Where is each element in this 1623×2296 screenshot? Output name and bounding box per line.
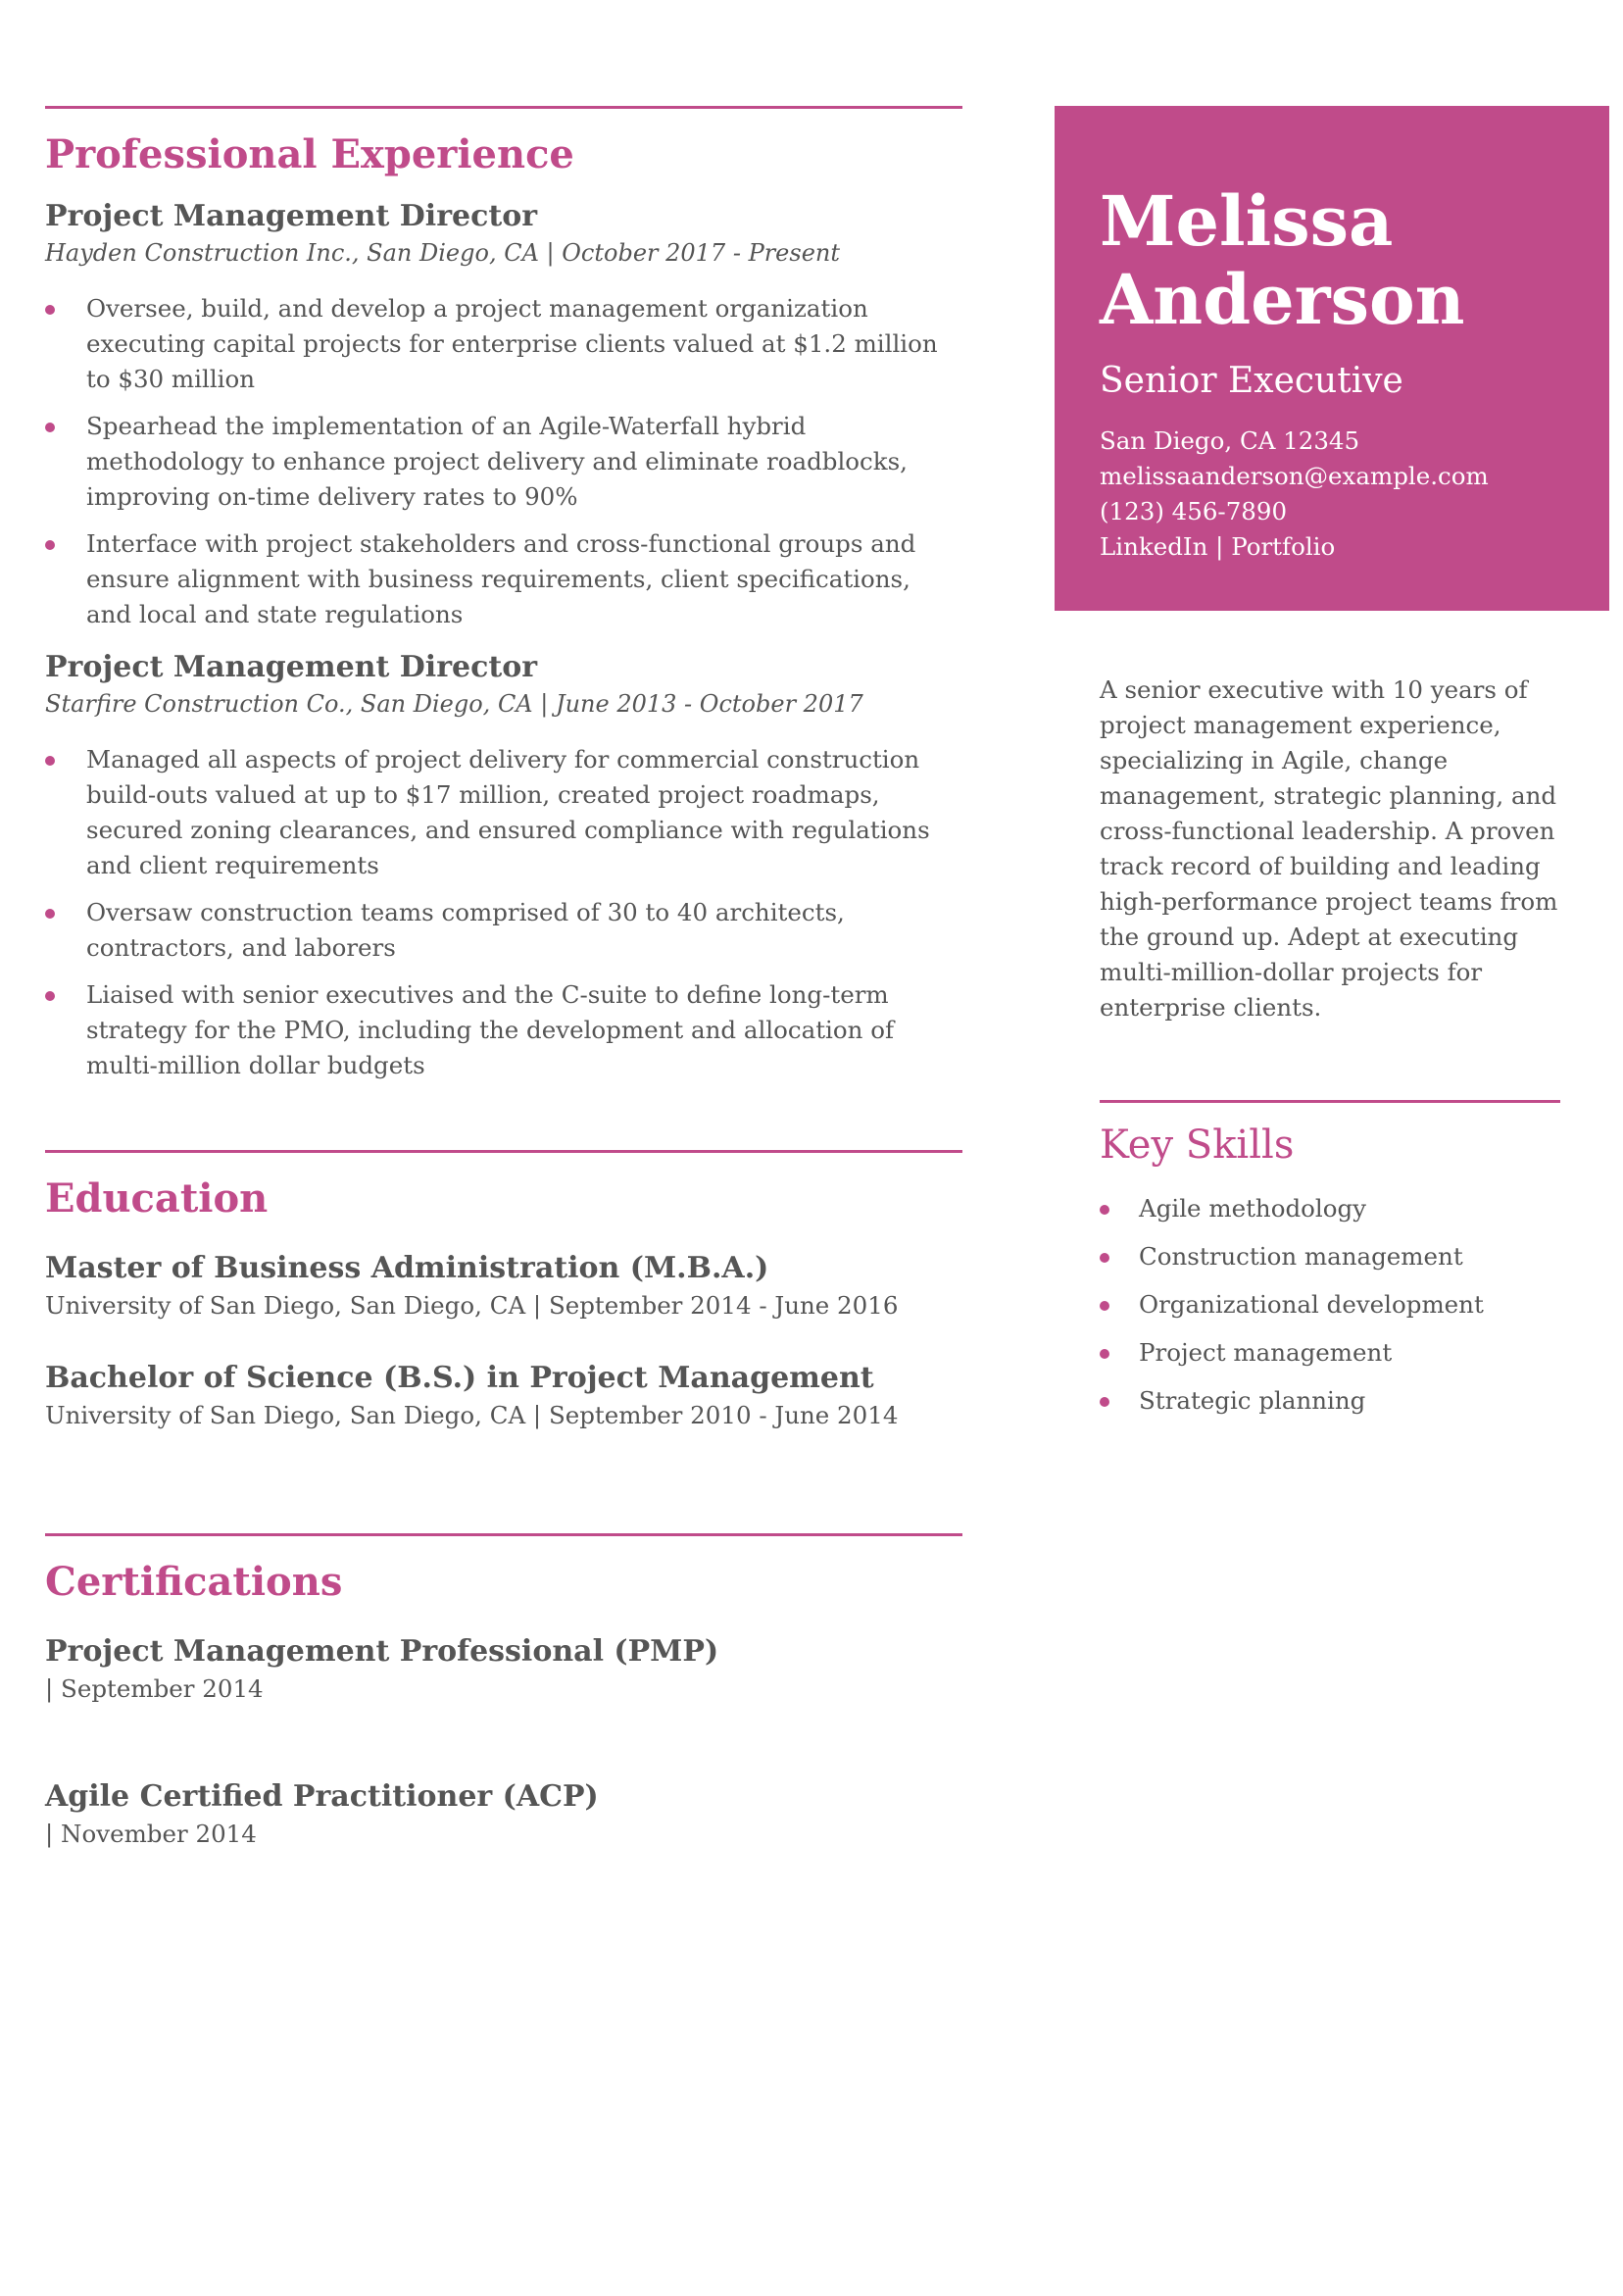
skill-item	[1100, 1239, 1560, 1274]
bullet-dot-icon	[1100, 1301, 1109, 1311]
skills-section	[1100, 1100, 1560, 1431]
skill-item	[1100, 1191, 1560, 1226]
section-divider	[45, 106, 962, 109]
education-heading: Education	[45, 1175, 269, 1222]
contact-location: San Diego, CA 12345	[1100, 426, 1360, 455]
bullet-dot-icon	[45, 540, 55, 550]
job-title: Project Management Director	[45, 199, 538, 233]
bullet-dot-icon	[45, 991, 55, 1001]
bullet-dot-icon	[45, 909, 55, 919]
job-entry	[45, 197, 962, 632]
candidate-role: Senior Executive	[1100, 361, 1403, 401]
certification-name: Project Management Professional (PMP)	[45, 1634, 719, 1669]
skills-list	[1100, 1191, 1560, 1419]
degree-meta: University of San Diego, San Diego, CA | September 2014 - June 2016	[45, 1291, 899, 1320]
contact-links[interactable]: LinkedIn | Portfolio	[1100, 532, 1336, 561]
section-divider	[45, 1533, 962, 1536]
skill-text: Construction management	[1139, 1242, 1463, 1271]
education-section	[45, 1150, 962, 1433]
bullet-item	[45, 895, 962, 966]
bullet-item	[45, 742, 962, 883]
skills-heading: Key Skills	[1100, 1123, 1295, 1168]
skill-item	[1100, 1335, 1560, 1371]
contact-email[interactable]: melissaanderson@example.com	[1100, 462, 1489, 490]
header-content	[1100, 182, 1590, 565]
skill-item	[1100, 1383, 1560, 1419]
bullet-text: Oversaw construction teams comprised of 30 to 40 architects, contractors, and laborers	[86, 898, 845, 962]
bullet-dot-icon	[1100, 1349, 1109, 1359]
experience-heading: Professional Experience	[45, 131, 574, 177]
degree-title: Master of Business Administration (M.B.A.)	[45, 1251, 769, 1285]
bullet-text: Liaised with senior executives and the C-suite to define long-term strategy for the PMO, including the development and allocation of multi-million dollar budgets	[86, 980, 895, 1079]
job-entry	[45, 648, 962, 1083]
skill-text: Organizational development	[1139, 1290, 1484, 1319]
name-last: Anderson	[1100, 259, 1465, 340]
skill-text: Strategic planning	[1139, 1386, 1366, 1415]
summary: A senior executive with 10 years of project management experience, specializing in Agile, change management, strategic planning, and cross-functional leadership. A proven track record of building and leading high-performance project teams from the ground up. Adept at executing multi-million-dollar projects for enterprise clients.	[1100, 675, 1558, 1022]
job-title: Project Management Director	[45, 650, 538, 684]
bullet-dot-icon	[1100, 1397, 1109, 1407]
skill-text: Project management	[1139, 1338, 1393, 1367]
certification-meta: | November 2014	[45, 1820, 257, 1848]
job-bullets	[45, 742, 962, 1083]
bullet-dot-icon	[45, 423, 55, 432]
header-box	[1055, 106, 1609, 611]
bullet-text: Oversee, build, and develop a project management organization executing capital projects for enterprise clients valued at $1.2 million to $30 million	[86, 294, 938, 393]
bullet-dot-icon	[45, 756, 55, 766]
bullet-item	[45, 977, 962, 1083]
contact-info	[1100, 424, 1590, 565]
bullet-item	[45, 291, 962, 397]
contact-phone: (123) 456-7890	[1100, 497, 1288, 525]
bullet-dot-icon	[1100, 1253, 1109, 1263]
bullet-item	[45, 409, 962, 515]
certification-name: Agile Certified Practitioner (ACP)	[45, 1779, 599, 1814]
experience-section	[45, 106, 962, 1083]
certification-meta: | September 2014	[45, 1674, 264, 1703]
bullet-dot-icon	[45, 305, 55, 315]
name-first: Melissa	[1100, 180, 1394, 262]
section-divider	[45, 1150, 962, 1153]
left-column	[45, 106, 962, 1852]
skill-item	[1100, 1287, 1560, 1323]
certifications-section	[45, 1533, 962, 1852]
skill-text: Agile methodology	[1139, 1194, 1366, 1223]
job-meta: Hayden Construction Inc., San Diego, CA | October 2017 - Present	[45, 239, 841, 267]
degree-title: Bachelor of Science (B.S.) in Project Management	[45, 1361, 874, 1395]
bullet-text: Interface with project stakeholders and cross-functional groups and ensure alignment with business requirements, client specifications, and local and state regulations	[86, 529, 916, 628]
section-divider	[1100, 1100, 1560, 1103]
bullet-text: Spearhead the implementation of an Agile-Waterfall hybrid methodology to enhance project delivery and eliminate roadblocks, improving on-time delivery rates to 90%	[86, 412, 908, 511]
bullet-text: Managed all aspects of project delivery for commercial construction build-outs valued at up to $17 million, created project roadmaps, secured zoning clearances, and ensured compliance with regulations and client requirements	[86, 745, 930, 879]
degree-meta: University of San Diego, San Diego, CA | September 2010 - June 2014	[45, 1401, 899, 1429]
bullet-item	[45, 526, 962, 632]
candidate-name	[1100, 182, 1590, 339]
job-bullets	[45, 291, 962, 632]
certifications-heading: Certifications	[45, 1559, 343, 1605]
job-meta: Starfire Construction Co., San Diego, CA | June 2013 - October 2017	[45, 690, 863, 718]
bullet-dot-icon	[1100, 1205, 1109, 1215]
